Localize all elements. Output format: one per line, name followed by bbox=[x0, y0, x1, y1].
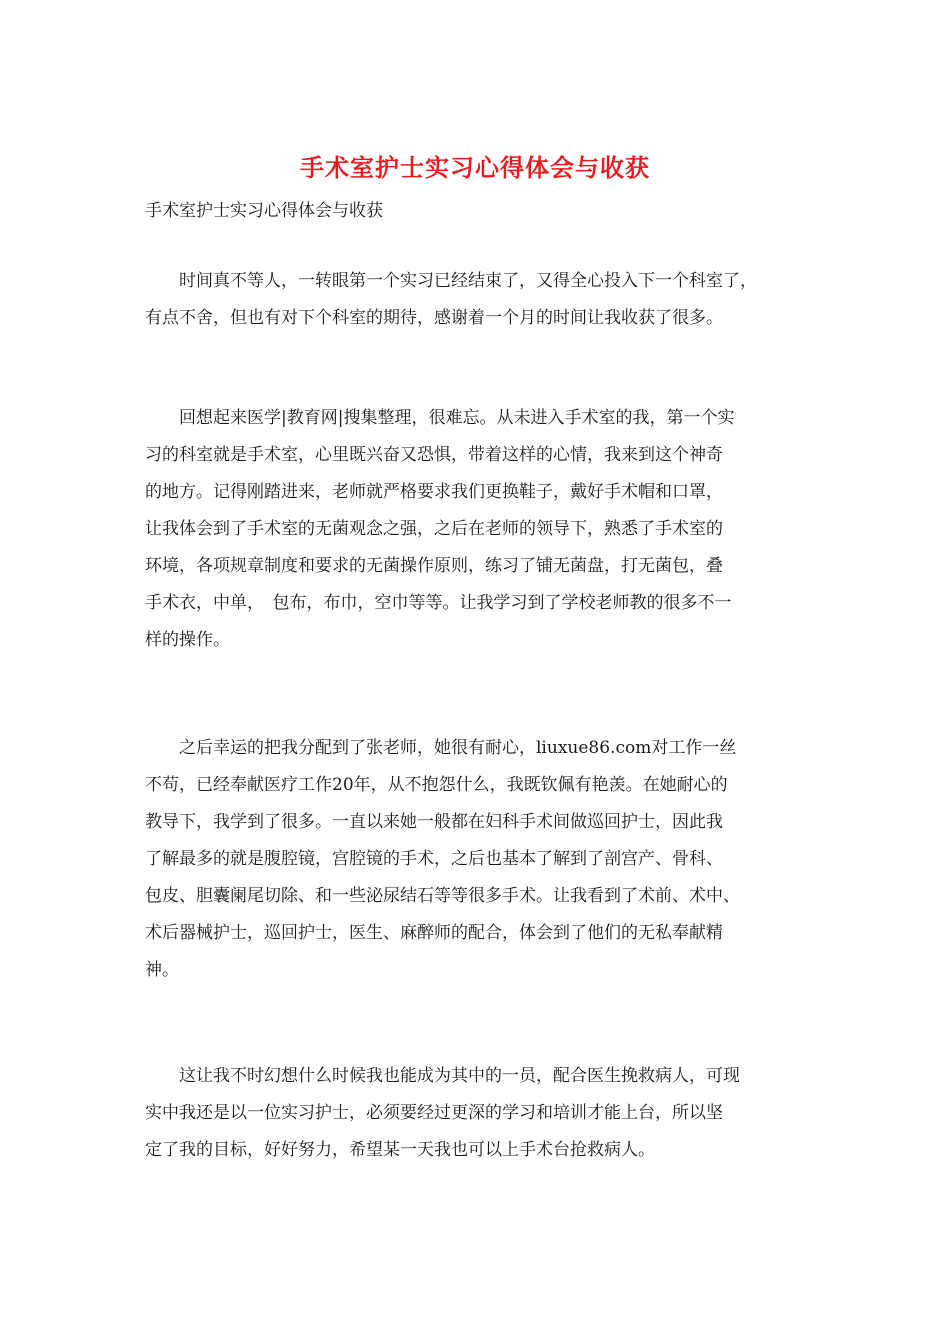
paragraph-line: 教导下，我学到了很多。一直以来她一般都在妇科手术间做巡回护士，因此我 bbox=[145, 812, 723, 832]
paragraph-3 bbox=[145, 730, 825, 989]
paragraph-line: 包皮、胆囊阑尾切除、和一些泌尿结石等等很多手术。让我看到了术前、术中、 bbox=[145, 886, 740, 906]
document-title: 手术室护士实习心得体会与收获 bbox=[300, 153, 650, 182]
paragraph-line: 回想起来医学|教育网|搜集整理，很难忘。从未进入手术室的我，第一个实 bbox=[145, 408, 735, 428]
paragraph-line: 有点不舍，但也有对下个科室的期待，感谢着一个月的时间让我收获了很多。 bbox=[145, 308, 723, 328]
paragraph-line: 定了我的目标，好好努力，希望某一天我也可以上手术台抢救病人。 bbox=[145, 1140, 655, 1160]
document-subtitle: 手术室护士实习心得体会与收获 bbox=[145, 201, 383, 221]
paragraph-line: 样的操作。 bbox=[145, 630, 230, 650]
paragraph-1 bbox=[145, 263, 825, 337]
paragraph-line: 不苟，已经奉献医疗工作20年，从不抱怨什么，我既钦佩有艳羡。在她耐心的 bbox=[145, 775, 728, 795]
paragraph-line: 了解最多的就是腹腔镜，宫腔镜的手术，之后也基本了解到了剖宫产、骨科、 bbox=[145, 849, 723, 869]
paragraph-line: 环境，各项规章制度和要求的无菌操作原则，练习了铺无菌盘，打无菌包，叠 bbox=[145, 556, 723, 576]
paragraph-line: 习的科室就是手术室，心里既兴奋又恐惧，带着这样的心情，我来到这个神奇 bbox=[145, 445, 723, 465]
paragraph-line: 手术衣，中单， 包布，布巾，空巾等等。让我学习到了学校老师教的很多不一 bbox=[145, 593, 732, 613]
paragraph-line: 这让我不时幻想什么时候我也能成为其中的一员，配合医生挽救病人，可现 bbox=[145, 1066, 740, 1086]
paragraph-line: 实中我还是以一位实习护士，必须要经过更深的学习和培训才能上台，所以坚 bbox=[145, 1103, 723, 1123]
paragraph-4 bbox=[145, 1058, 825, 1169]
paragraph-2 bbox=[145, 400, 825, 659]
paragraph-line: 之后幸运的把我分配到了张老师，她很有耐心，liuxue86.com对工作一丝 bbox=[145, 738, 737, 758]
paragraph-line: 神。 bbox=[145, 960, 179, 980]
paragraph-line: 时间真不等人，一转眼第一个实习已经结束了，又得全心投入下一个科室了， bbox=[145, 271, 757, 291]
paragraph-line: 让我体会到了手术室的无菌观念之强，之后在老师的领导下，熟悉了手术室的 bbox=[145, 519, 723, 539]
paragraph-line: 的地方。记得刚踏进来，老师就严格要求我们更换鞋子，戴好手术帽和口罩， bbox=[145, 482, 723, 502]
paragraph-line: 术后器械护士，巡回护士，医生、麻醉师的配合，体会到了他们的无私奉献精 bbox=[145, 923, 723, 943]
